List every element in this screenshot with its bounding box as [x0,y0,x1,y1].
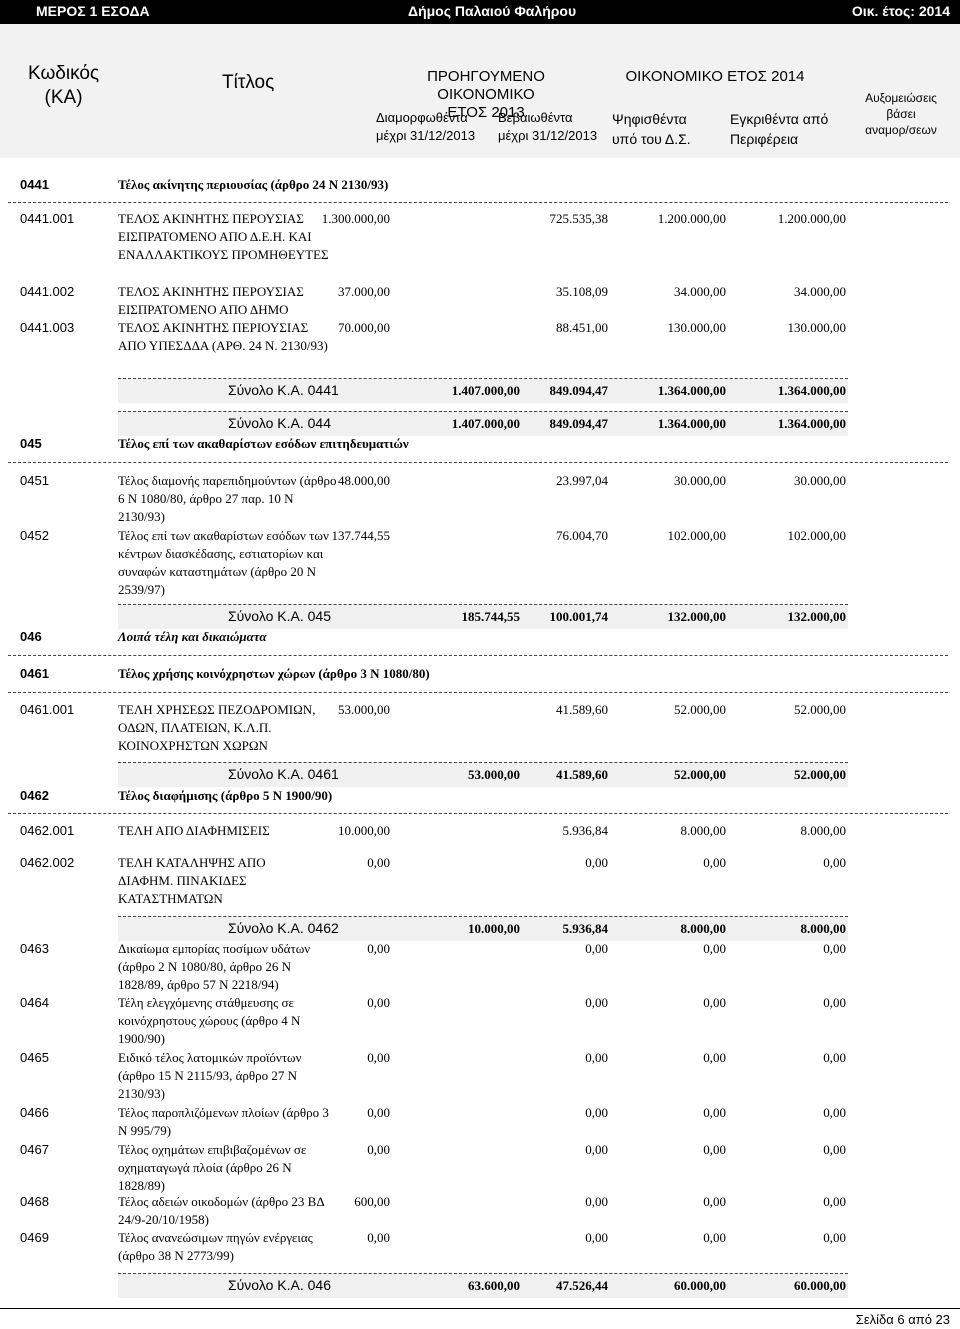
cur-voted-header: Ψηφισθέντα υπό του Δ.Σ. [612,111,691,147]
dashed-divider [8,202,948,203]
dashed-divider [8,813,948,814]
prev-formed-header: Διαμορφωθέντα μέχρι 31/12/2013 [376,110,476,143]
prev-confirmed-header: Βεβαιωθέντα μέχρι 31/12/2013 [498,110,598,143]
total-row: Σύνολο Κ.Α. 046 [118,1273,848,1298]
code-header: Κωδικός (ΚΑ) [28,63,100,108]
dashed-divider [8,655,948,656]
total-row: Σύνολο Κ.Α. 0462 [118,916,848,941]
page-number: Σελίδα 6 από 23 [855,1312,950,1327]
fiscal-year-label: Οικ. έτος: 2014 [851,3,950,19]
dashed-divider [8,462,948,463]
total-row: Σύνολο Κ.Α. 045 [118,604,848,629]
municipality-label: Δήμος Παλαιού Φαλήρου [408,3,577,19]
total-row: Σύνολο Κ.Α. 0441 [118,378,848,403]
total-row: Σύνολο Κ.Α. 0461 [118,762,848,787]
part-label: ΜΕΡΟΣ 1 ΕΣΟΔΑ [36,3,150,19]
adjustments-header: Αυξομειώσεις βάσει αναμορ/σεων [865,91,937,137]
top-bar [0,0,960,24]
cur-approved-header: Εγκριθέντα από Περιφέρεια [730,111,829,147]
title-header: Τίτλος [222,72,275,93]
column-header [0,24,960,158]
prev-year-header: ΠΡΟΗΓΟΥΜΕΝΟ ΟΙΚΟΝΟΜΙΚΟ ΕΤΟΣ 2013 [427,68,545,121]
cur-year-header: ΟΙΚΟΝΟΜΙΚΟ ΕΤΟΣ 2014 [625,68,805,85]
dashed-divider [8,692,948,693]
footer-divider [0,1308,960,1309]
total-row: Σύνολο Κ.Α. 044 [118,411,848,436]
page-footer [0,1306,960,1329]
